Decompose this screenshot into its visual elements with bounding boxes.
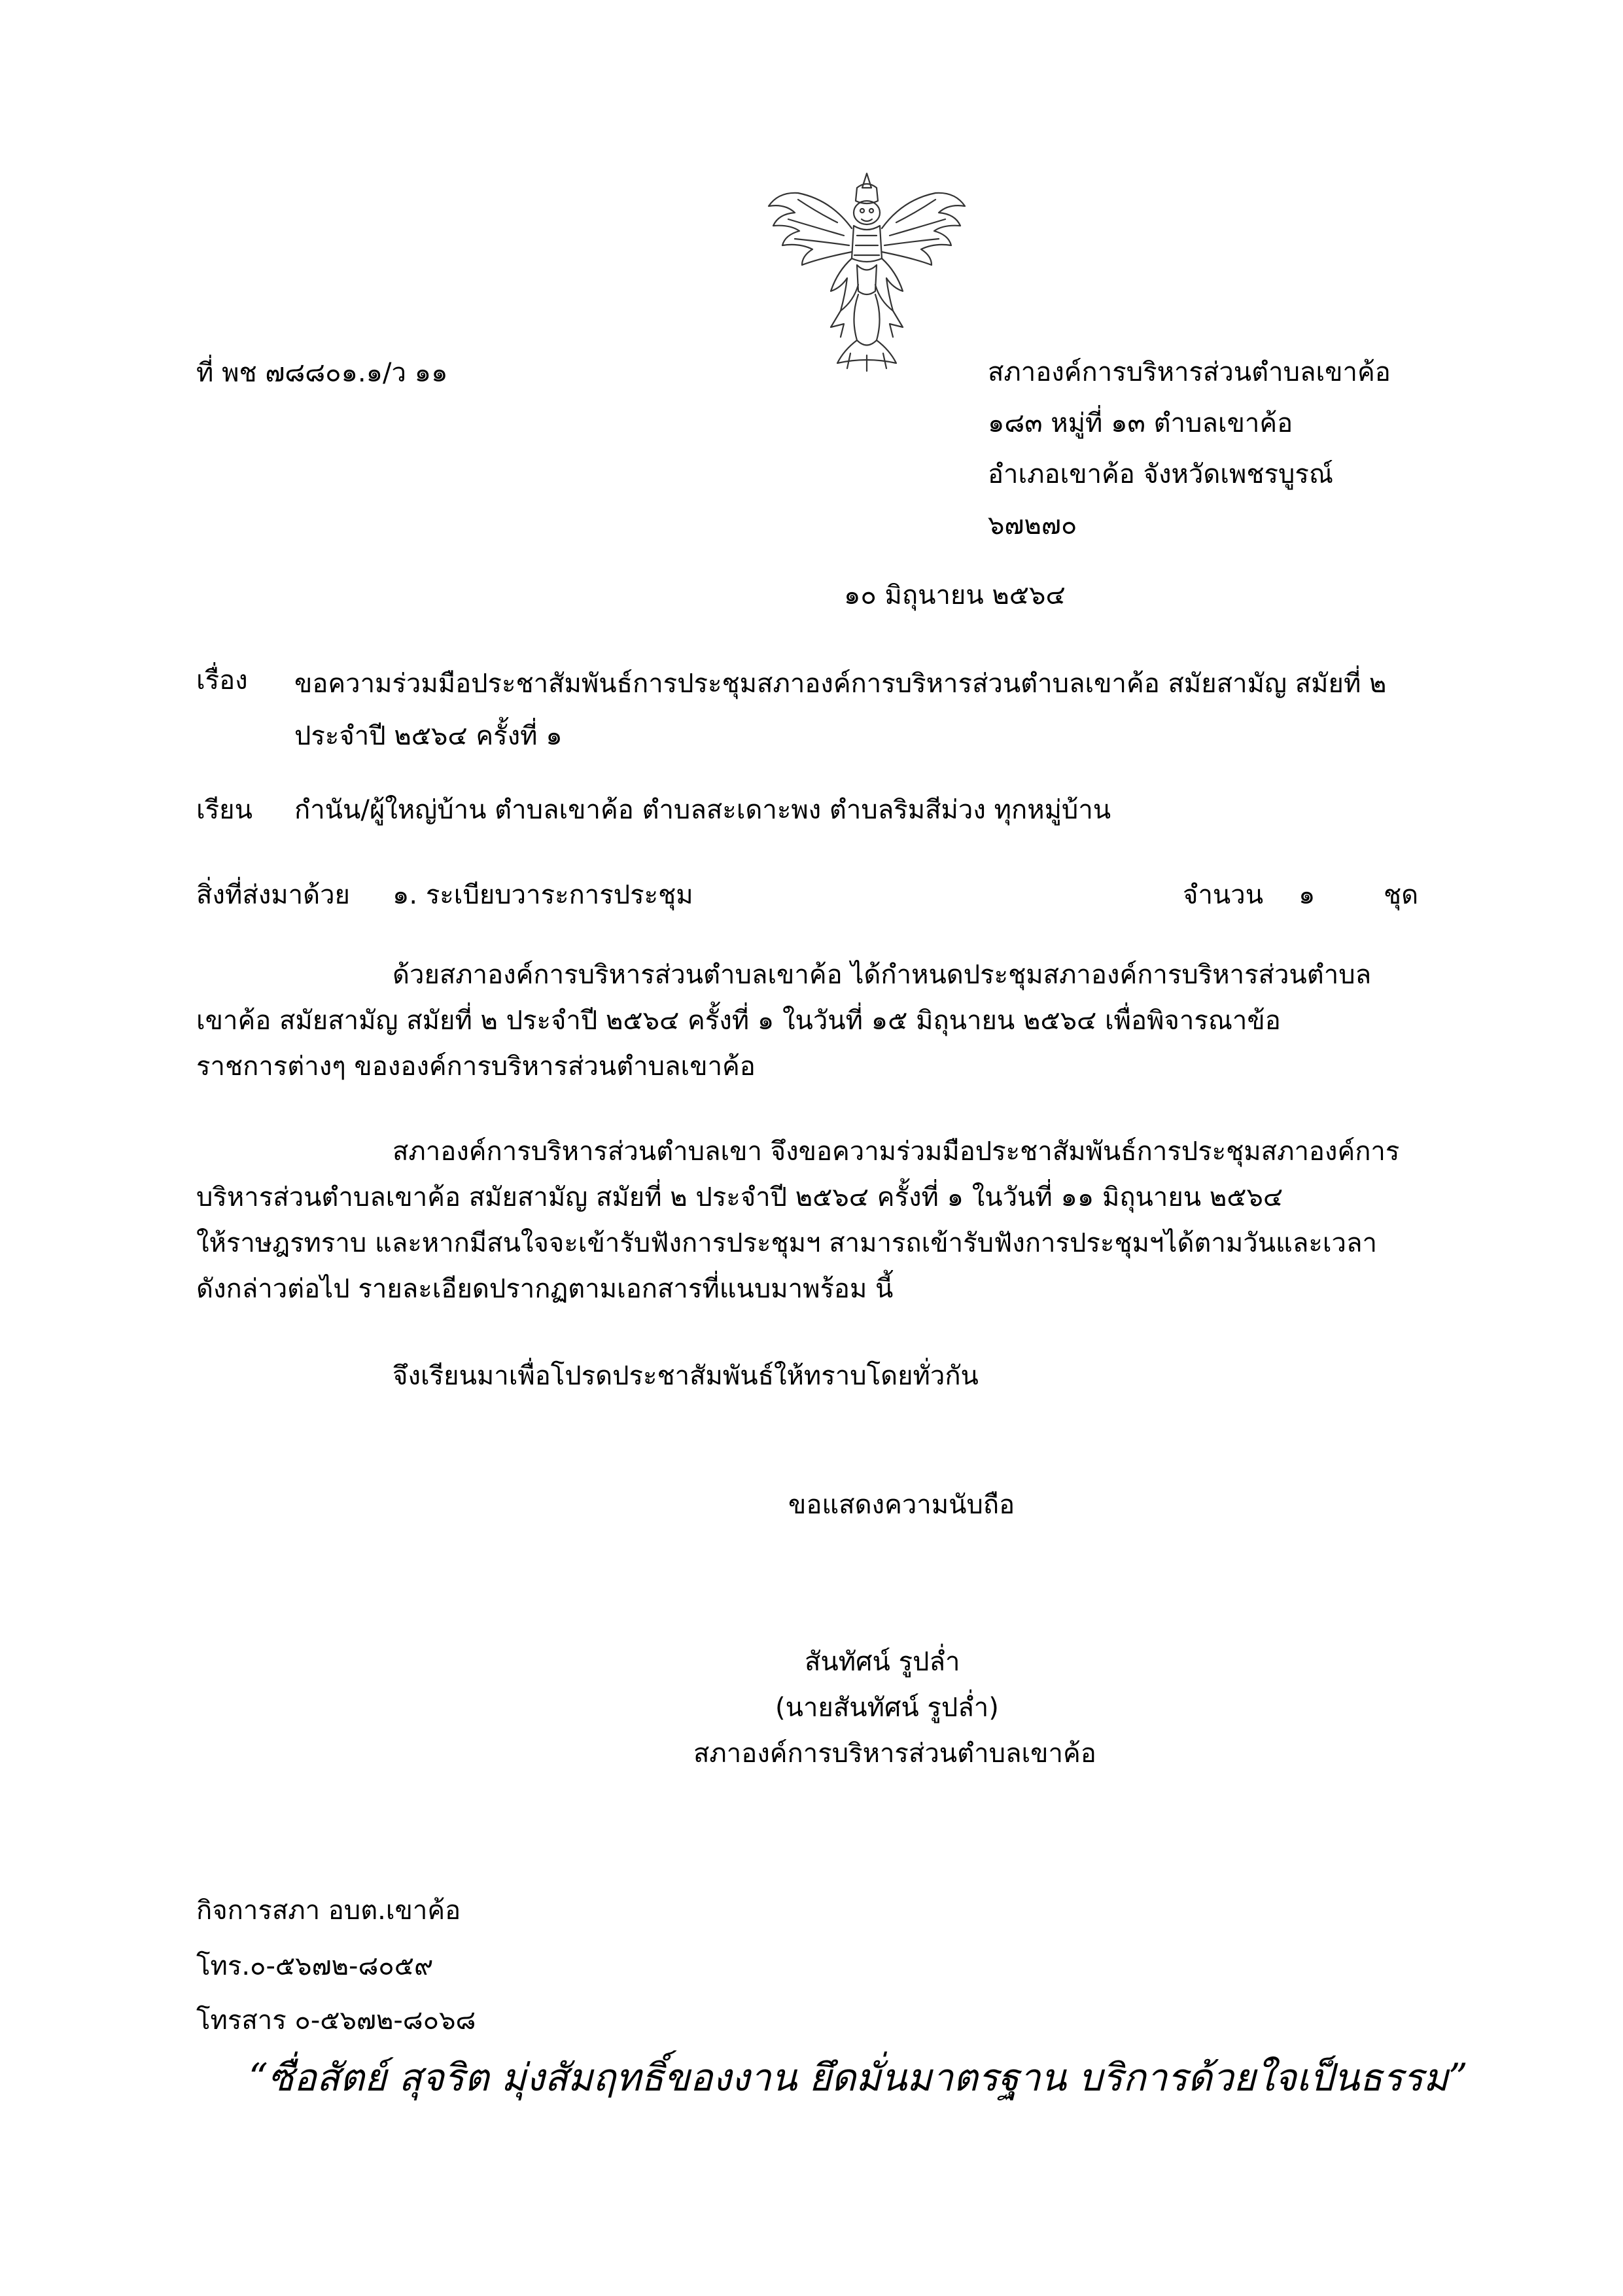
- paragraph-1-line: เขาค้อ สมัยสามัญ สมัยที่ ๒ ประจำปี ๒๕๖๔ ครั้งที่ ๑ ในวันที่ ๑๕ มิถุนายน ๒๕๖๔ เพื่อพิจารณาข้อ: [196, 1006, 1281, 1036]
- subject-line: ประจำปี ๒๕๖๔ ครั้งที่ ๑: [294, 721, 563, 751]
- contact-phone: โทร.๐-๕๖๗๒-๘๐๕๙: [196, 1951, 434, 1981]
- sender-address-line: ๖๗๒๗๐: [988, 510, 1077, 540]
- subject-text: [294, 658, 1386, 762]
- paragraph-2-line: ให้ราษฎรทราบ และหากมีสนใจจะเข้ารับฟังการประชุมฯ สามารถเข้ารับฟังการประชุมฯได้ตามวันและเวลา: [196, 1228, 1377, 1258]
- paragraph-1-line: ราชการต่างๆ ขององค์การบริหารส่วนตำบลเขาค้อ: [196, 1051, 756, 1082]
- subject-label: เรื่อง: [196, 665, 248, 696]
- enclosure-qty-unit: ชุด: [1384, 880, 1419, 910]
- paragraph-3: จึงเรียนมาเพื่อโปรดประชาสัมพันธ์ให้ทราบโดยทั่วกัน: [393, 1361, 979, 1391]
- paragraph-1-line: ด้วยสภาองค์การบริหารส่วนตำบลเขาค้อ ได้กำหนดประชุมสภาองค์การบริหารส่วนตำบล: [393, 960, 1372, 990]
- reference-number: ที่ พช ๗๘๘๐๑.๑/ว ๑๑: [196, 358, 448, 388]
- sender-address-line: ๑๘๓ หมู่ที่ ๑๓ ตำบลเขาค้อ: [988, 408, 1293, 438]
- paragraph-2-line: สภาองค์การบริหารส่วนตำบลเขา จึงขอความร่วมมือประชาสัมพันธ์การประชุมสภาองค์การ: [393, 1137, 1400, 1167]
- enclosure-qty-value: ๑: [1299, 880, 1316, 910]
- closing-phrase: ขอแสดงความนับถือ: [788, 1490, 1015, 1520]
- sender-address: [988, 347, 1391, 551]
- signature-name: สันทัศน์ รูปล่ำ: [805, 1647, 960, 1677]
- sender-address-line: อำเภอเขาค้อ จังหวัดเพชรบูรณ์: [988, 459, 1333, 489]
- enclosure-label: สิ่งที่ส่งมาด้วย: [196, 880, 350, 910]
- enclosure-qty-label: จำนวน: [1183, 880, 1264, 910]
- paragraph-2-line: ดังกล่าวต่อไป รายละเอียดปรากฏตามเอกสารที่แนบมาพร้อม นี้: [196, 1274, 894, 1304]
- contact-fax: โทรสาร ๐-๕๖๗๒-๘๐๖๘: [196, 2005, 476, 2036]
- subject-line: ขอความร่วมมือประชาสัมพันธ์การประชุมสภาองค์การบริหารส่วนตำบลเขาค้อ สมัยสามัญ สมัยที่ ๒: [294, 669, 1387, 699]
- paragraph-2-line: บริหารส่วนตำบลเขาค้อ สมัยสามัญ สมัยที่ ๒ ประจำปี ๒๕๖๔ ครั้งที่ ๑ ในวันที่ ๑๑ มิถุนายน ๒๕๖๔: [196, 1182, 1283, 1212]
- recipient-text: กำนัน/ผู้ใหญ่บ้าน ตำบลเขาค้อ ตำบลสะเดาะพง ตำบลริมสีม่วง ทุกหมู่บ้าน: [294, 795, 1111, 825]
- garuda-emblem-icon: [759, 160, 975, 376]
- letter-date: ๑๐ มิถุนายน ๒๕๖๔: [844, 580, 1066, 610]
- contact-department: กิจการสภา อบต.เขาค้อ: [196, 1896, 461, 1926]
- sender-address-line: สภาองค์การบริหารส่วนตำบลเขาค้อ: [988, 357, 1391, 387]
- recipient-label: เรียน: [196, 795, 253, 825]
- enclosure-item: ๑. ระเบียบวาระการประชุม: [393, 880, 693, 910]
- signature-full-name: (นายสันทัศน์ รูปล่ำ): [775, 1693, 999, 1723]
- motto: “ซื่อสัตย์ สุจริต มุ่งสัมฤทธิ์ของงาน ยึดมั่นมาตรฐาน บริการด้วยใจเป็นธรรม”: [249, 2055, 1468, 2100]
- signature-position: สภาองค์การบริหารส่วนตำบลเขาค้อ: [693, 1739, 1096, 1769]
